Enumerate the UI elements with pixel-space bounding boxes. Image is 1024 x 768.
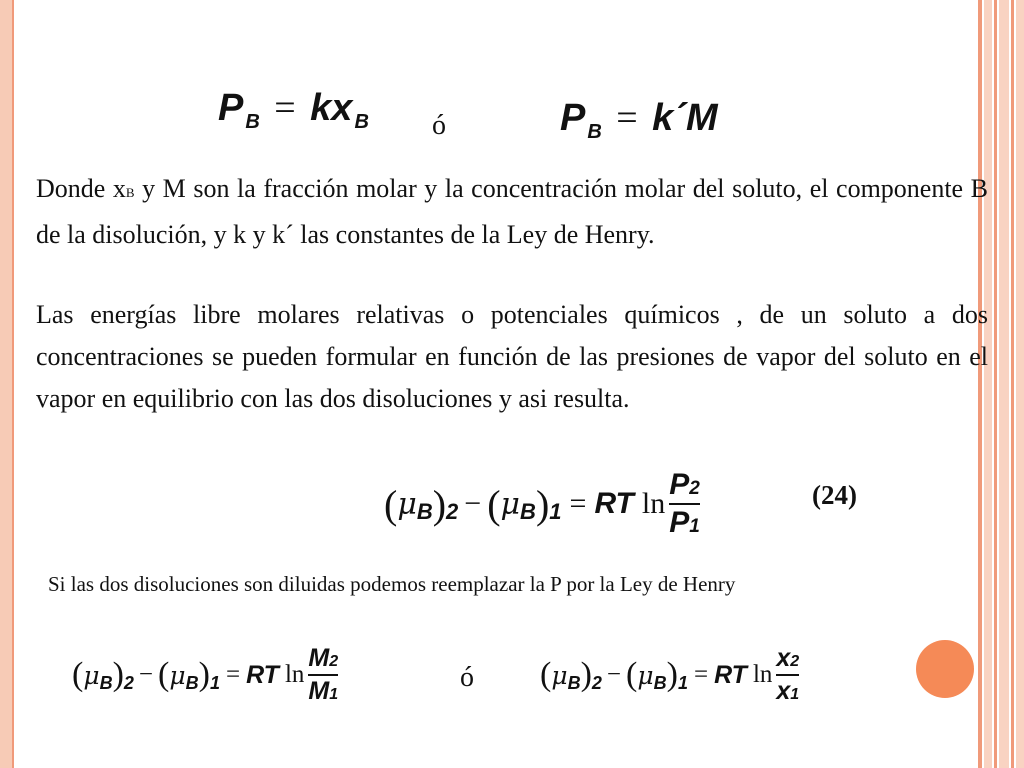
or-word-bottom: ó — [460, 662, 474, 693]
equation-molarity-ratio: ( μ B ) 2 − ( μ B ) 1 = RT ln $\frac{M2}{M1}$ — [72, 644, 339, 705]
decorative-circle — [916, 640, 974, 698]
equation-number: (24) — [812, 480, 857, 510]
fraction-p2-over-p1: $\frac{P2}{P1}$ — [669, 468, 700, 539]
fraction-m2-over-m1: $\frac{M2}{M1}$ — [308, 644, 339, 705]
fraction-x2-over-x1: $\frac{x2}{x1}$ — [776, 644, 800, 705]
henry-equation-mole-fraction: P B = kx B — [218, 87, 369, 133]
caption-henry-substitution: Si las dos disoluciones son diluidas podemos reemplazar la P por la Ley de Henry — [48, 572, 736, 596]
paragraph-henry-definition: Donde xB y M son la fracción molar y la concentración molar del soluto, el componente B de la disolución, y k y k´ las constantes de la Ley de Henry. — [36, 174, 988, 249]
henry-equation-molarity: P B = k´M — [560, 97, 718, 143]
equation-mole-fraction-ratio: ( μ B ) 2 − ( μ B ) 1 = RT ln $\frac{x2}{x1}$ — [540, 644, 800, 705]
or-word: ó — [432, 110, 446, 141]
equation-24: ( μ B ) 2 − ( μ B ) 1 = RT ln $\frac{P2}{P1}$ — [384, 468, 700, 539]
paragraph-chemical-potentials: Las energías libre molares relativas o potenciales químicos , de un soluto a dos concentraciones se pueden formular en función de las presiones de vapor del soluto en el vapor en equilibrio con las dos disoluciones y asi resulta. — [36, 300, 988, 413]
left-border — [0, 0, 12, 768]
